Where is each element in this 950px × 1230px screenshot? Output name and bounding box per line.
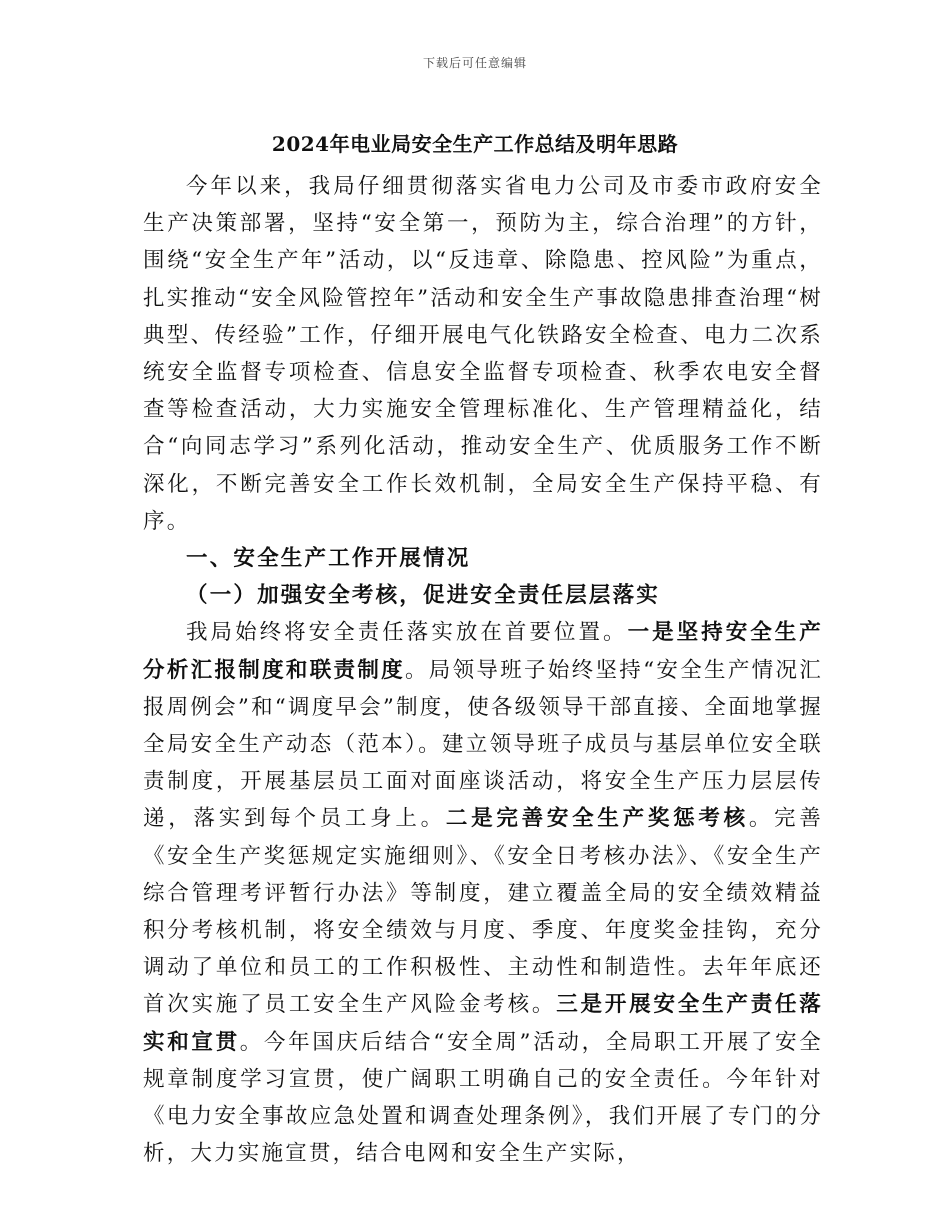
- body-paragraph: [143, 614, 823, 1172]
- point-3-text: 。今年国庆后结合“安全周”活动，全局职工开展了安全规章制度学习宣贯，使广阔职工明确自己的安全责任。今年针对《电力安全事故应急处置和调查处理条例》，我们开展了专门的分析，大力实施宣贯，结合电网和安全生产实际，: [143, 1029, 823, 1167]
- point-3-bold: 三是开展安全生产责任落实和宣贯: [143, 992, 824, 1055]
- document-body: [143, 168, 823, 1172]
- paragraph-lead: 我局始终将安全责任落实放在首要位置。: [186, 620, 628, 646]
- intro-paragraph: 今年以来，我局仔细贯彻落实省电力公司及市委市政府安全生产决策部署，坚持“安全第一，预防为主，综合治理”的方针，围绕“安全生产年”活动，以“反违章、除隐患、控风险”为重点，扎实推动“安全风险管控年”活动和安全生产事故隐患排查治理“树典型、传经验”工作，仔细开展电气化铁路安全检查、电力二次系统安全监督专项检查、信息安全监督专项检查、秋季农电安全督查等检查活动，大力实施安全管理标准化、生产管理精益化，结合“向同志学习”系列化活动，推动安全生产、优质服务工作不断深化，不断完善安全工作长效机制，全局安全生产保持平稳、有序。: [143, 174, 823, 534]
- header-note: 下载后可任意编辑: [422, 56, 527, 70]
- point-1-text: 。局领导班子始终坚持“安全生产情况汇报周例会”和“调度早会”制度，使各级领导干部直接、全面地掌握全局安全生产动态（范本）。建立领导班子成员与基层单位安全联责制度，开展基层员工面对面座谈活动，将安全生产压力层层传递，落实到每个员工身上。: [143, 657, 824, 832]
- document-title: 2024年电业局安全生产工作总结及明年思路: [271, 132, 679, 156]
- point-1-bold: 一是坚持安全生产分析汇报制度和联责制度: [143, 620, 823, 683]
- point-2-text: 。完善《安全生产奖惩规定实施细则》、《安全日考核办法》、《安全生产综合管理考评暂行办法》等制度，建立覆盖全局的安全绩效精益积分考核机制，将安全绩效与月度、季度、年度奖金挂钩，充分调动了单位和员工的工作积极性、主动性和制造性。去年年底还首次实施了员工安全生产风险金考核。: [143, 806, 823, 1018]
- subsection-heading: （一）加强安全考核，促进安全责任层层落实: [186, 583, 661, 609]
- section-heading: 一、安全生产工作开展情况: [186, 546, 471, 572]
- point-2-bold: 二是完善安全生产奖惩考核: [445, 806, 749, 832]
